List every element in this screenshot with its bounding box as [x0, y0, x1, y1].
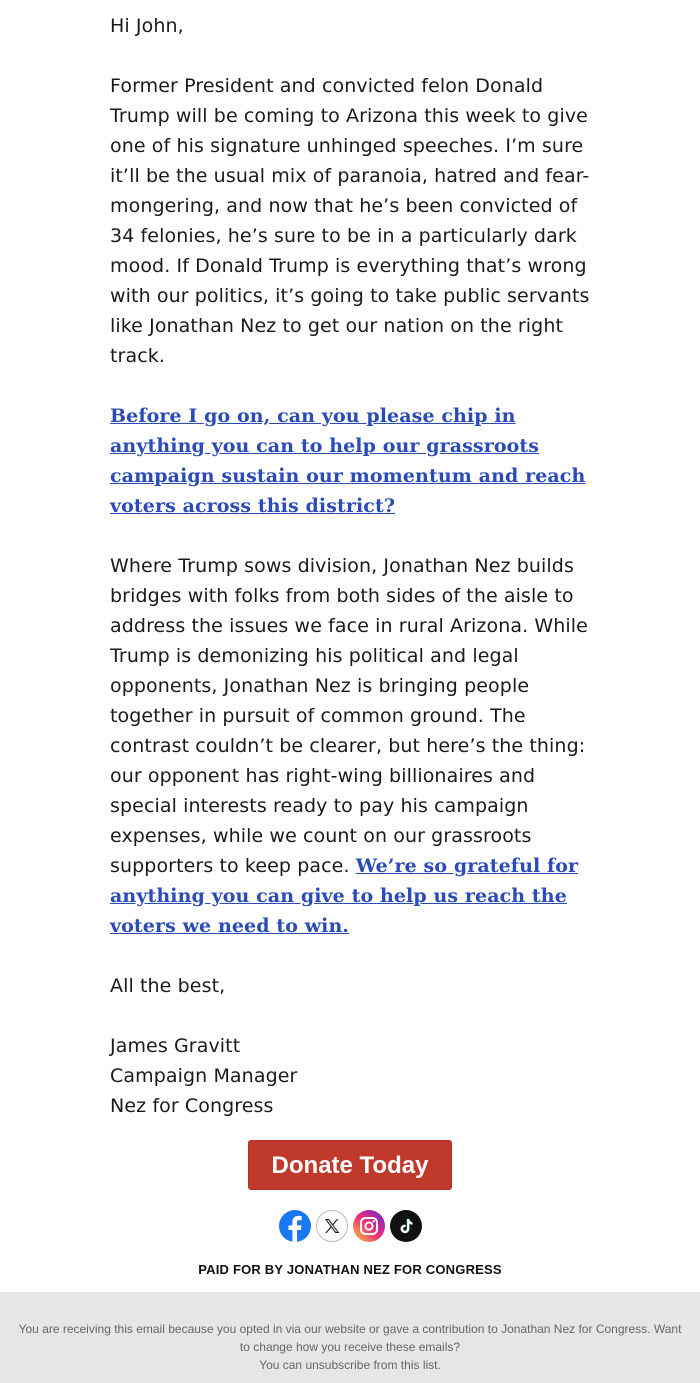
donate-today-button[interactable]: Donate Today [248, 1140, 452, 1190]
unsubscribe-link[interactable]: You can unsubscribe from this list. [259, 1358, 441, 1372]
signature-title: Campaign Manager [110, 1065, 298, 1087]
footer [0, 1292, 700, 1383]
social-links [0, 1210, 700, 1242]
paragraph-contrast [110, 551, 592, 941]
facebook-icon[interactable] [279, 1210, 311, 1242]
paragraph-intro: Former President and convicted felon Donald Trump will be coming to Arizona this week to give one of his signature unhinged speeches. I’m sure it’ll be the usual mix of paranoia, hatred and fear-mongering, and now that he’s been convicted of 34 felonies, he’s sure to be in a particularly dark mood. If Donald Trump is everything that’s wrong with our politics, it’s going to take public servants like Jonathan Nez to get our nation on the right track. [110, 75, 590, 367]
x-icon[interactable] [316, 1210, 348, 1242]
closing: All the best, [110, 975, 226, 997]
footer-notice: You are receiving this email because you opted in via our website or gave a contribution to Jonathan Nez for Congress. Want to change how you receive these emails? [18, 1322, 682, 1354]
donate-appeal-paragraph [110, 401, 592, 521]
email-body [110, 11, 592, 1121]
tiktok-icon[interactable] [390, 1210, 422, 1242]
signature-name: James Gravitt [110, 1035, 241, 1057]
paragraph-contrast-text: Where Trump sows division, Jonathan Nez builds bridges with folks from both sides of the aisle to address the issues we face in rural Arizona. While Trump is demonizing his political and legal opponents, Jonathan Nez is bringing people together in pursuit of common ground. The contrast couldn’t be clearer, but here’s the thing: our opponent has right-wing billionaires and special interests ready to pay his campaign expenses, while we count on our grassroots supporters to keep pace. [110, 555, 588, 877]
signature-org: Nez for Congress [110, 1095, 274, 1117]
donate-button-container [0, 1140, 700, 1190]
paid-for-disclaimer: PAID FOR BY JONATHAN NEZ FOR CONGRESS [198, 1262, 502, 1277]
signature [110, 1031, 592, 1121]
grateful-donate-link[interactable]: We’re so grateful for anything you can give to help us reach the voters we need to win. [110, 855, 579, 937]
instagram-icon[interactable] [353, 1210, 385, 1242]
donate-appeal-link[interactable]: Before I go on, can you please chip in anything you can to help our grassroots campaign sustain our momentum and reach voters across this district? [110, 405, 586, 517]
greeting: Hi John, [110, 15, 184, 37]
